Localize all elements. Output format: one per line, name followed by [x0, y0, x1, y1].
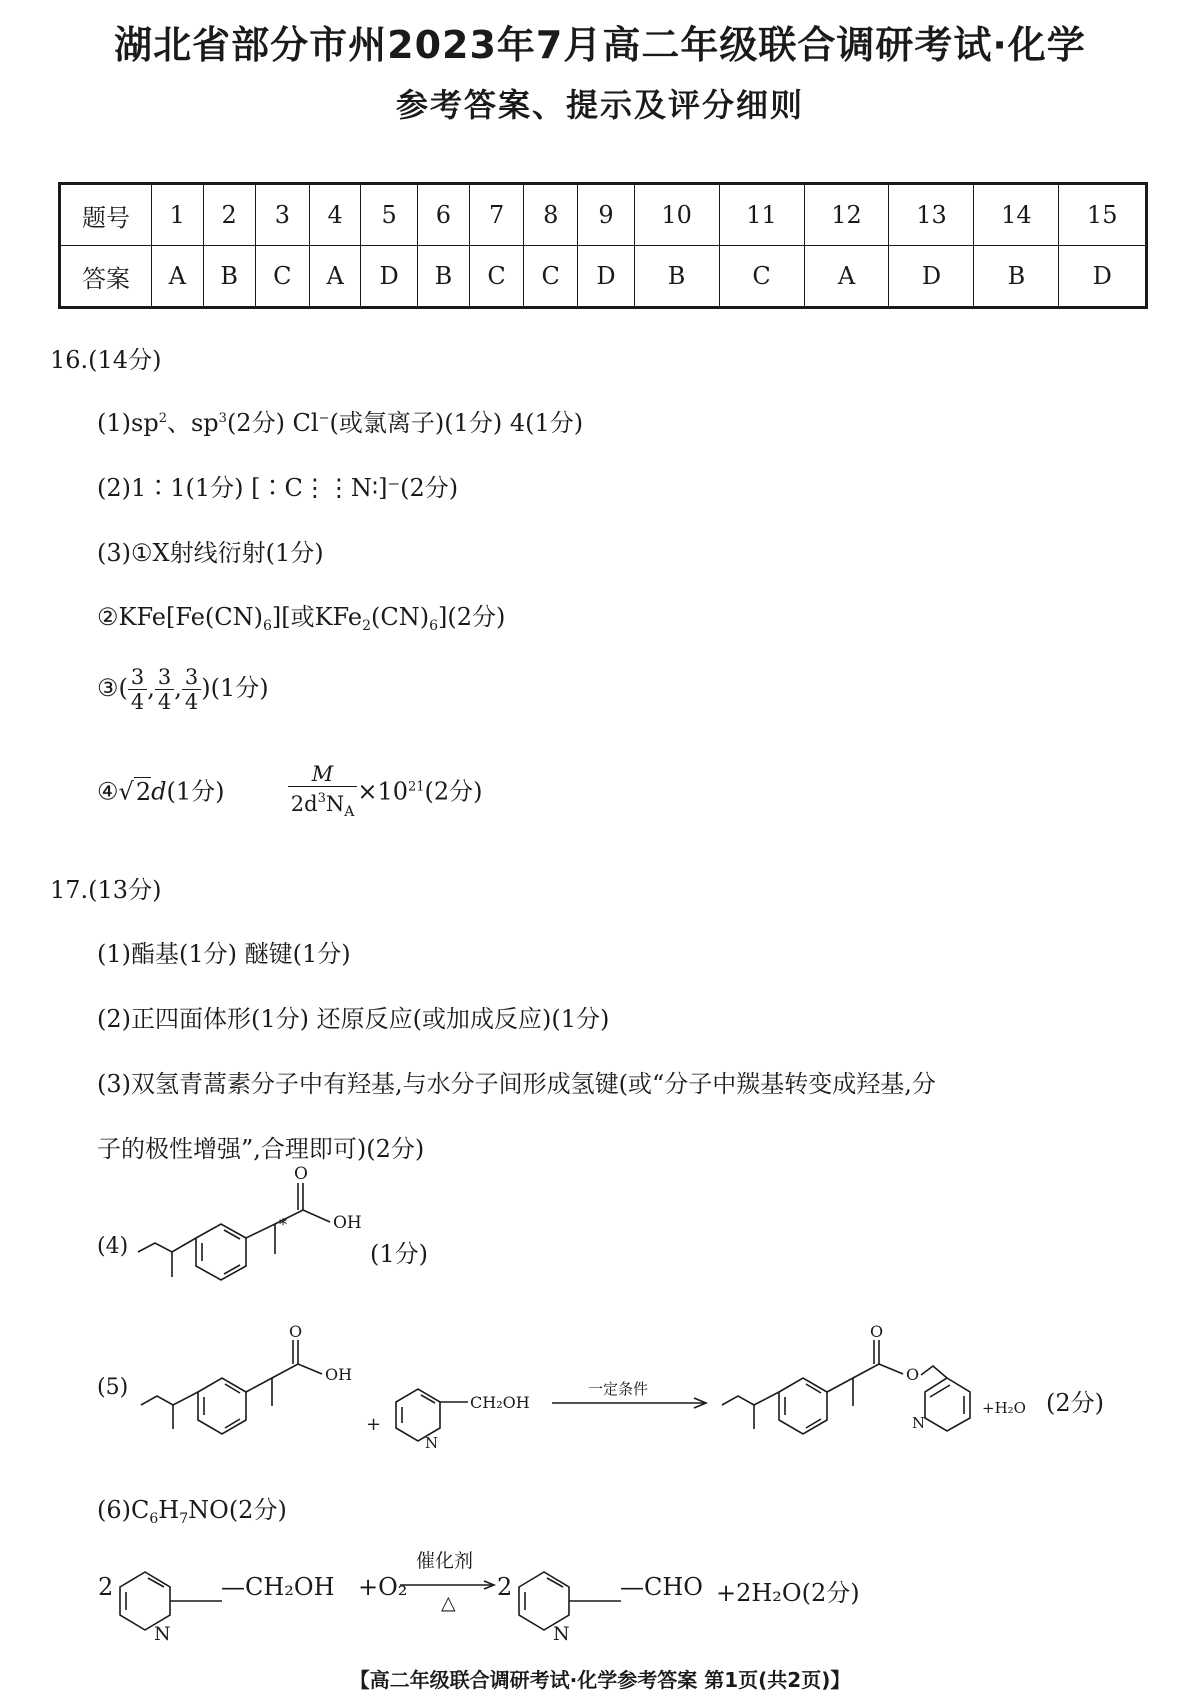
answer-cell: C — [524, 246, 578, 308]
answer-cell: D — [361, 246, 417, 308]
answer-cell: A — [804, 246, 889, 308]
q16-header: 16.(14分) — [50, 346, 162, 374]
page-footer: 【高二年级联合调研考试·化学参考答案 第1页(共2页)】 — [349, 1668, 851, 1692]
q5-oh: OH — [325, 1365, 353, 1384]
row-label-answer: 答案 — [60, 246, 152, 308]
question-number-cell: 2 — [203, 184, 255, 246]
q5-ester-o: O — [906, 1365, 920, 1384]
answer-cell: A — [152, 246, 204, 308]
answer-cell: D — [1059, 246, 1147, 308]
q17-part4-score: (1分) — [370, 1240, 428, 1268]
q17-header: 17.(13分) — [50, 876, 162, 904]
eq-o2: +O₂ — [358, 1573, 408, 1601]
answer-cell: D — [889, 246, 974, 308]
eq-ch2oh: —CH₂OH — [221, 1573, 335, 1601]
answer-cell: B — [974, 246, 1059, 308]
pyridine-ring-reactant — [120, 1572, 222, 1630]
eq-catalyst: 催化剂 — [416, 1550, 474, 1572]
q5-arrowhead — [694, 1398, 706, 1408]
eq-coef-1: 2 — [98, 1573, 114, 1601]
question-number-cell: 3 — [255, 184, 309, 246]
answer-table-number-row — [60, 184, 1147, 246]
q17-part5-score: (2分) — [1046, 1389, 1104, 1417]
q5-ch2oh: CH₂OH — [470, 1393, 530, 1412]
eq-water-score: +2H₂O(2分) — [716, 1579, 860, 1607]
q5-water: +H₂O — [982, 1399, 1026, 1417]
question-number-cell: 1 — [152, 184, 204, 246]
question-number-cell: 11 — [719, 184, 804, 246]
q17-part2: (2)正四面体形(1分) 还原反应(或加成反应)(1分) — [97, 1005, 610, 1033]
answer-table — [58, 182, 1148, 309]
question-number-cell: 6 — [417, 184, 469, 246]
answer-cell: B — [203, 246, 255, 308]
q16-part5: ③( $\frac{3}{4}$ , $\frac{3}{4}$ , $\frac{3}{4}$ )(1分) — [97, 665, 269, 714]
q5-n2: N — [912, 1414, 926, 1432]
row-label-number: 题号 — [60, 184, 152, 246]
eq-n-2: N — [553, 1623, 570, 1645]
answer-cell: C — [719, 246, 804, 308]
answer-cell: C — [470, 246, 524, 308]
q4-carbonyl-o: O — [294, 1164, 308, 1184]
q5-o: O — [289, 1322, 303, 1341]
q17-part6: $(6)C_6H_7NO(2$分) — [97, 1496, 287, 1527]
q16-part1: $(1)sp^2$、$sp^3(2$分) Cl−(或氯离子)(1分) 4(1分) — [97, 409, 584, 437]
question-number-cell: 4 — [309, 184, 361, 246]
eq-arrowhead — [484, 1581, 494, 1589]
q16-part2: (2)1∶1(1分) [∶C⋮⋮N∶]⁻(2分) — [97, 474, 459, 502]
eq-coef-2: 2 — [497, 1573, 513, 1601]
q5-plus: + — [366, 1414, 382, 1435]
eq-cho: —CHO — [620, 1573, 703, 1601]
q5-condition: 一定条件 — [588, 1380, 649, 1398]
answer-cell: A — [309, 246, 361, 308]
question-number-cell: 5 — [361, 184, 417, 246]
q16-part4: $②KFe[Fe(CN)_6]$[或$KFe_2(CN)_6](2$分) — [97, 603, 506, 634]
answer-cell: B — [634, 246, 719, 308]
answer-cell: C — [255, 246, 309, 308]
q16-part3: (3)①X射线衍射(1分) — [97, 539, 324, 567]
question-number-cell: 9 — [578, 184, 634, 246]
answer-cell: D — [578, 246, 634, 308]
reactant-pyridinemethanol — [396, 1389, 468, 1441]
q4-oh: OH — [333, 1213, 362, 1233]
question-number-cell: 8 — [524, 184, 578, 246]
q17-part4-label: (4) — [97, 1234, 129, 1259]
question-number-cell: 7 — [470, 184, 524, 246]
question-number-cell: 12 — [804, 184, 889, 246]
q17-part3-line1: (3)双氢青蒿素分子中有羟基,与水分子间形成氢键(或“分子中羰基转变成羟基,分 — [97, 1070, 936, 1098]
q17-part1: (1)酯基(1分) 醚键(1分) — [97, 940, 351, 968]
q5-product-o: O — [870, 1322, 884, 1341]
pyridine-ring-product — [519, 1572, 621, 1630]
question-number-cell: 15 — [1059, 184, 1147, 246]
product-ester — [722, 1340, 970, 1434]
q5-n1: N — [425, 1434, 439, 1452]
q16-part6: ④√2d(1分) $\frac{M}{2d^3N_A}$ $\times 10^{21}(2$分) — [97, 762, 483, 820]
q4-chiral-star: * — [279, 1215, 287, 1234]
answer-cell: B — [417, 246, 469, 308]
q17-part3-line2: 子的极性增强”,合理即可)(2分) — [97, 1135, 425, 1163]
question-number-cell: 13 — [889, 184, 974, 246]
ibuprofen-q4-drawing — [138, 1183, 330, 1280]
page-subtitle: 参考答案、提示及评分细则 — [395, 86, 804, 124]
reactant-ibuprofen — [141, 1340, 322, 1434]
page-title: 湖北省部分市州2023年7月高二年级联合调研考试·化学 — [114, 23, 1086, 67]
q17-part5-label: (5) — [97, 1375, 129, 1400]
answer-table-answer-row — [60, 246, 1147, 308]
eq-heat: △ — [441, 1592, 456, 1614]
eq-n-1: N — [154, 1623, 171, 1645]
question-number-cell: 14 — [974, 184, 1059, 246]
question-number-cell: 10 — [634, 184, 719, 246]
